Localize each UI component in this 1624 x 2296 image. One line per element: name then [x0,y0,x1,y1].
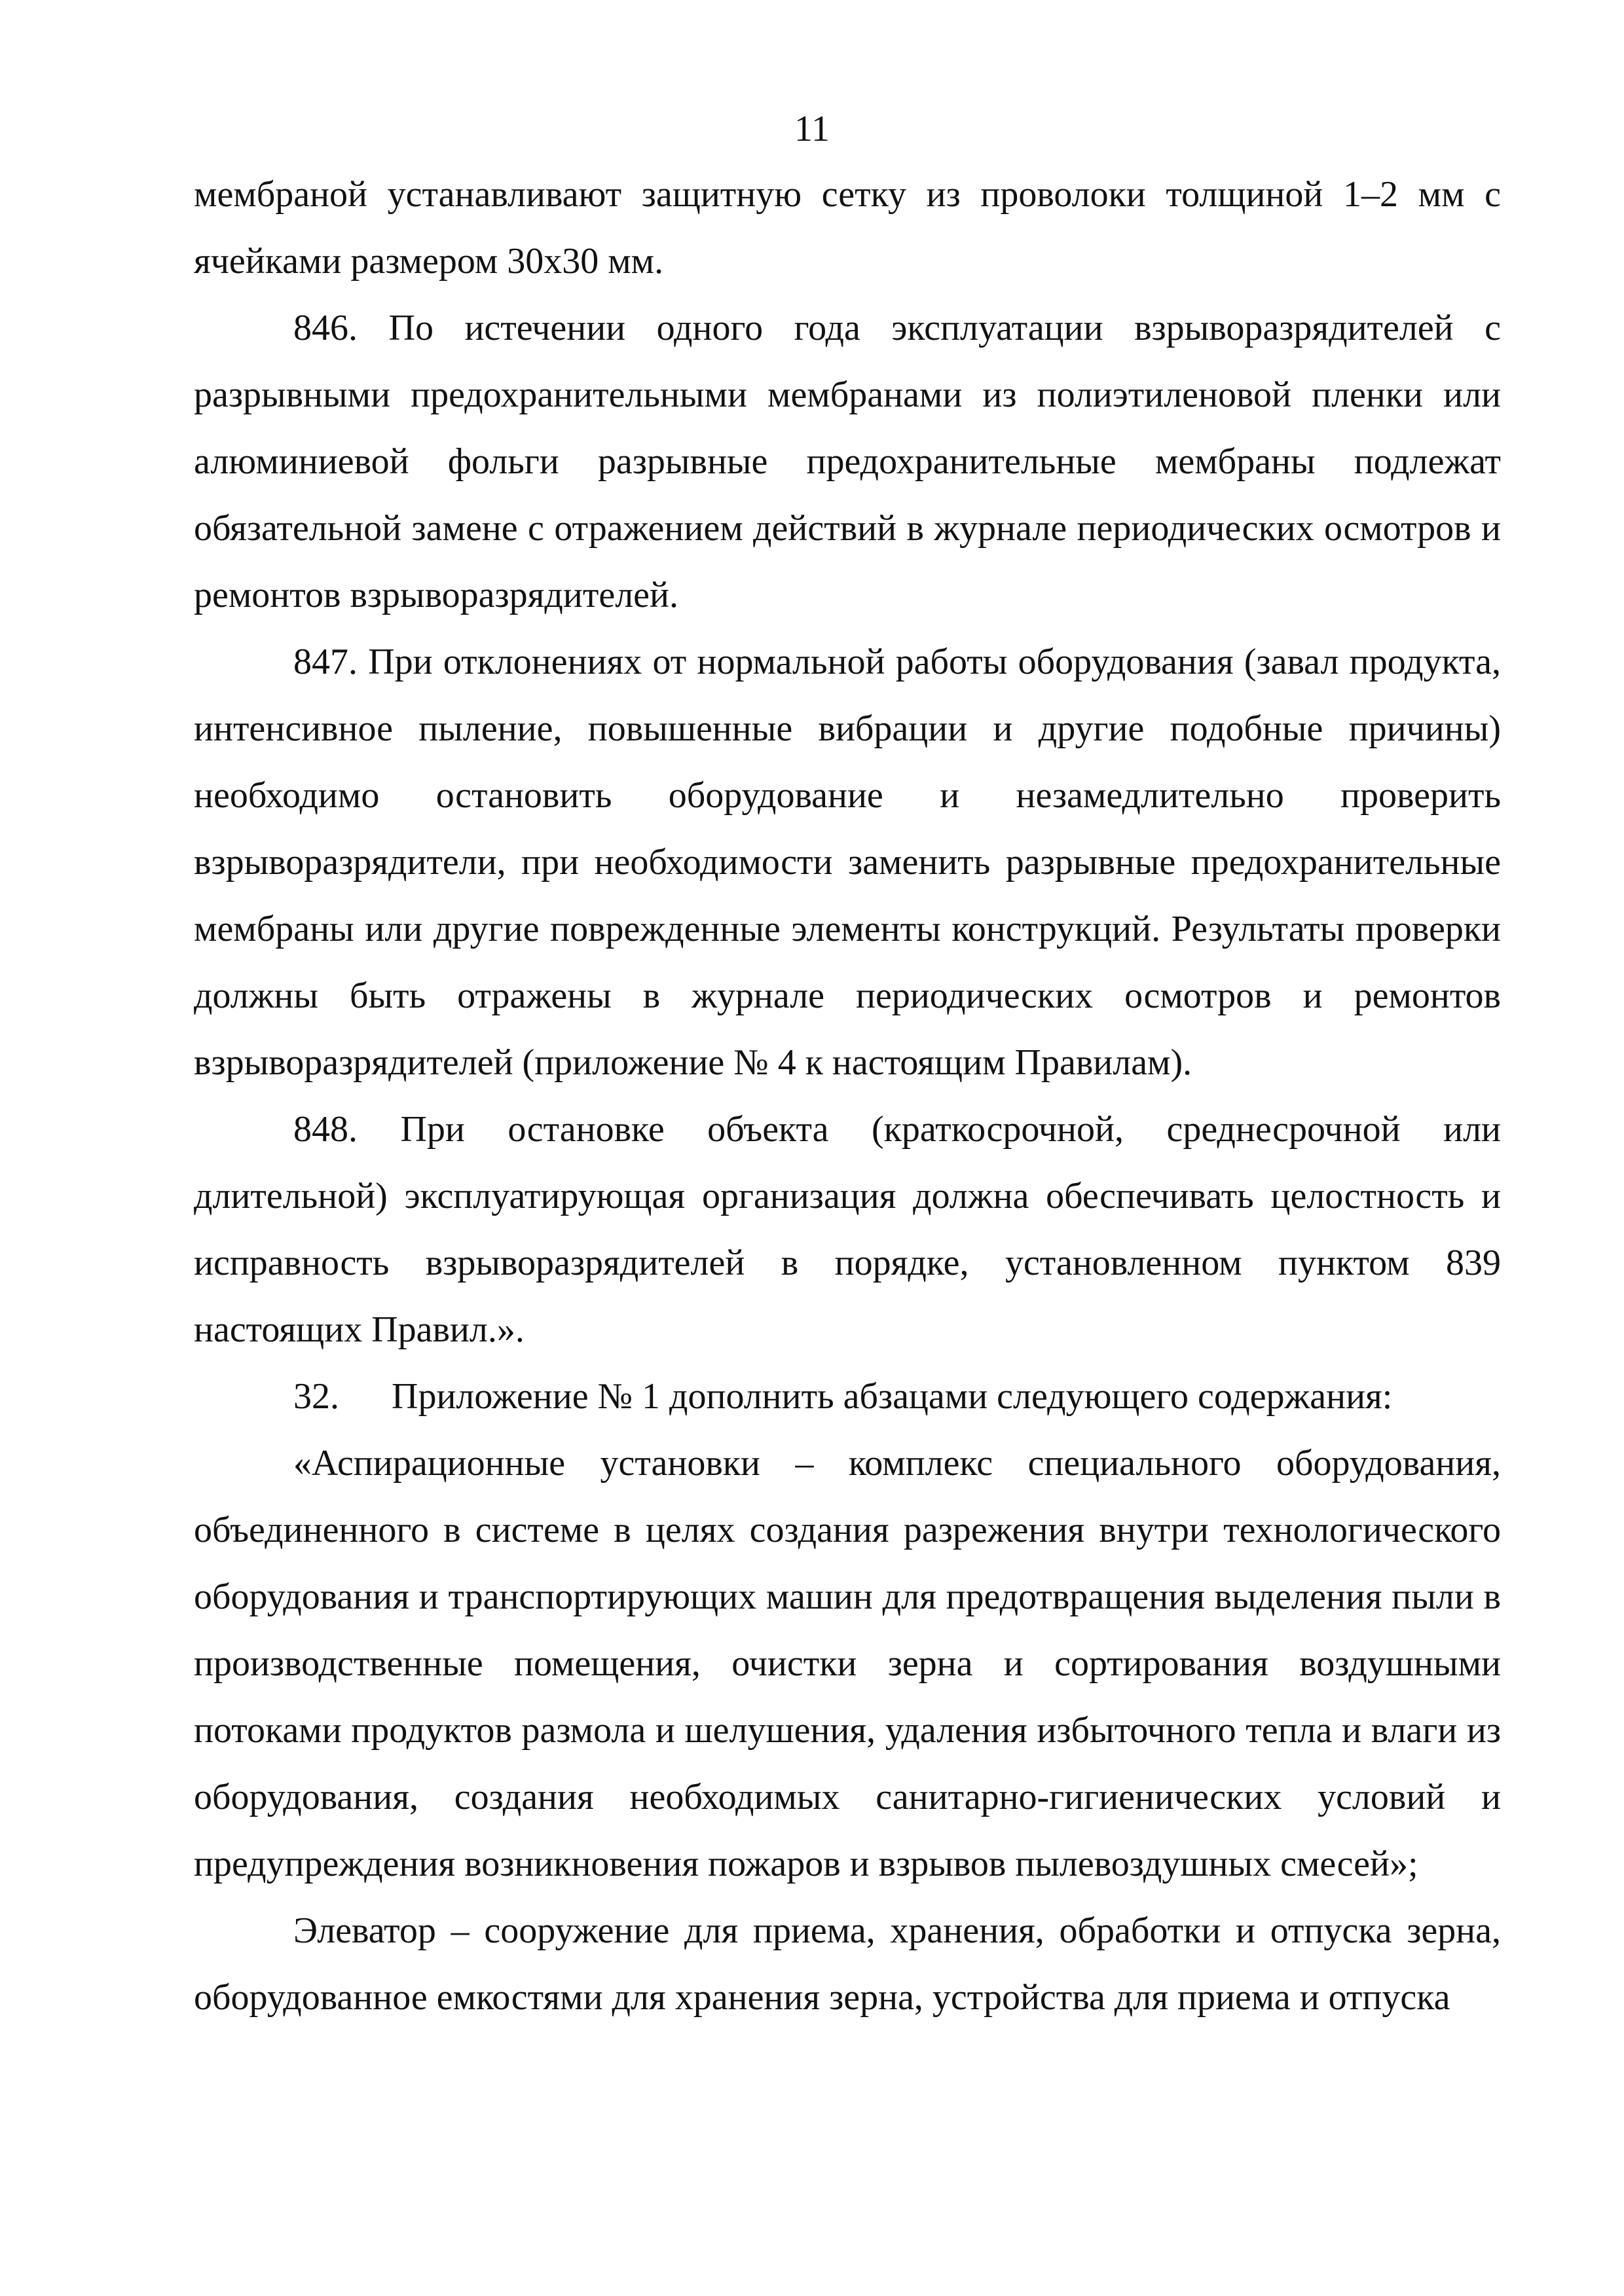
paragraph-elevator-definition: Элеватор – сооружение для приема, хранения, обработки и отпуска зерна, оборудованное емкостями для хранения зерна, устройства для приема и отпуска [194,1910,1501,2018]
paragraph-32 [194,1363,1501,1430]
item-number: 32. [293,1376,339,1417]
paragraph-aspiration-definition: «Аспирационные установки – комплекс специального оборудования, объединенного в системе в целях создания разрежения внутри технологического оборудования и транспортирующих машин для предотвращения выделения пыли в производственные помещения, очистки зерна и сортирования воздушными потоками продуктов размола и шелушения, удаления избыточного тепла и влаги из оборудования, создания необходимых санитарно-гигиенических условий и предупреждения возникновения пожаров и взрывов пылевоздушных смесей»; [194,1443,1501,1884]
paragraph-848: 848. При остановке объекта (краткосрочной, среднесрочной или длительной) эксплуатирующая организация должна обеспечивать целостность и исправность взрыворазрядителей в порядке, установленном пунктом 839 настоящих Правил.». [194,1109,1501,1350]
paragraph-846: 846. По истечении одного года эксплуатации взрыворазрядителей с разрывными предохранительными мембранами из полиэтиленовой пленки или алюминиевой фольги разрывные предохранительные мембраны подлежат обязательной замене с отражением действий в журнале периодических осмотров и ремонтов взрыворазрядителей. [194,308,1501,615]
paragraph-continuation: мембраной устанавливают защитную сетку из проволоки толщиной 1–2 мм с ячейками размером 30х30 мм. [194,174,1501,282]
paragraph-847: 847. При отклонениях от нормальной работы оборудования (завал продукта, интенсивное пыление, повышенные вибрации и другие подобные причины) необходимо остановить оборудование и незамедлительно проверить взрыворазрядители, при необходимости заменить разрывные предохранительные мембраны или другие поврежденные элементы конструкций. Результаты проверки должны быть отражены в журнале периодических осмотров и ремонтов взрыворазрядителей (приложение № 4 к настоящим Правилам). [194,642,1501,1083]
document-body [194,161,1501,2031]
paragraph-32-text: Приложение № 1 дополнить абзацами следующего содержания: [392,1376,1393,1417]
page-number: 11 [794,109,830,149]
